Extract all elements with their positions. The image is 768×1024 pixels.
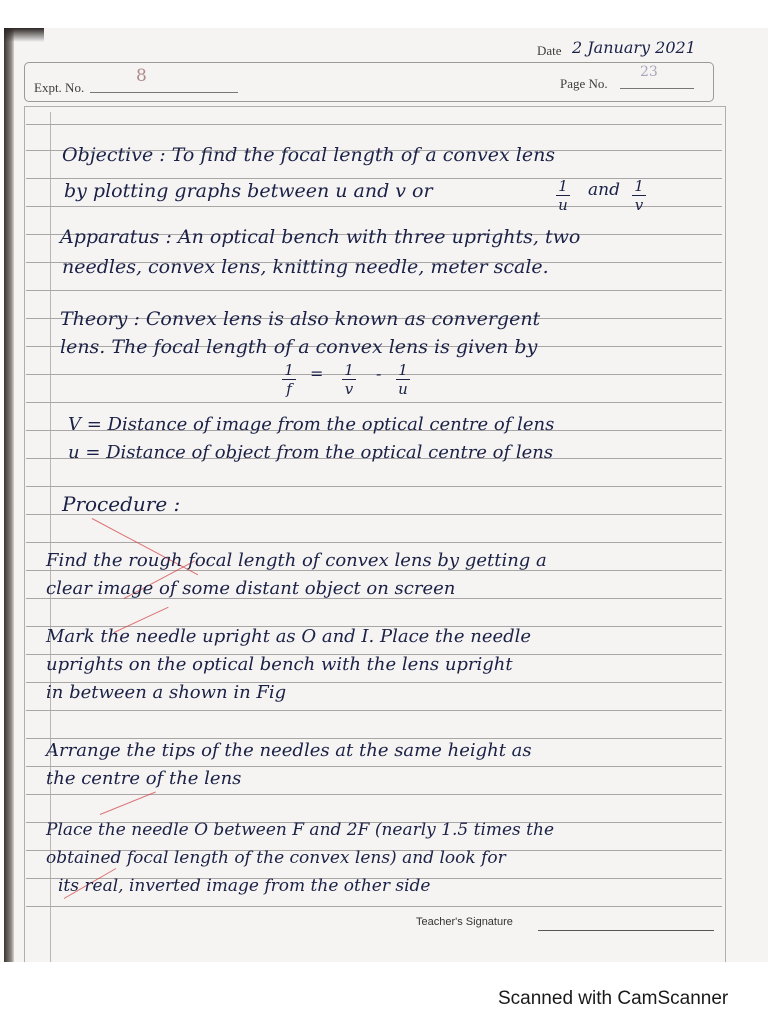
step3-line-2: the centre of the lens (46, 768, 242, 789)
expt-no-line (90, 92, 238, 93)
date-value: 2 January 2021 (572, 38, 696, 57)
step2-line-3: in between a shown in Fig (46, 682, 287, 703)
step2-line-2: uprights on the optical bench with the lens upright (46, 654, 513, 675)
definition-v: V = Distance of image from the optical centre of lens (68, 414, 555, 435)
objective-line-2: by plotting graphs between u and v or (64, 180, 433, 202)
step1-line-1: Find the rough focal length of convex lens by getting a (46, 550, 547, 571)
notebook-page (4, 28, 768, 962)
page-no-label: Page No. (560, 76, 608, 91)
objective-line-1: Objective : To find the focal length of a convex lens (62, 144, 556, 166)
formula-fraction-u: 1 u (396, 362, 410, 397)
expt-no-value: 8 (136, 66, 147, 86)
signature-line (538, 930, 714, 931)
page-binding (4, 28, 14, 962)
formula-minus: - (376, 364, 382, 383)
theory-line-2: lens. The focal length of a convex lens is given by (60, 336, 538, 358)
formula-fraction-f: 1 f (282, 362, 296, 397)
procedure-heading: Procedure : (62, 492, 181, 516)
formula-fraction-v: 1 v (342, 362, 356, 397)
step4-line-1: Place the needle O between F and 2F (nearly 1.5 times the (46, 820, 555, 840)
theory-line-1: Theory : Convex lens is also known as convergent (60, 308, 541, 330)
header-box (24, 62, 714, 102)
expt-no-label: Expt. No. (34, 80, 85, 95)
objective-fraction-v: 1 v (632, 178, 646, 213)
camscanner-watermark: Scanned with CamScanner (498, 988, 729, 1009)
step1-line-2: clear image of some distant object on screen (46, 578, 456, 599)
step4-line-3: its real, inverted image from the other side (58, 876, 431, 896)
page-no-line (620, 88, 694, 89)
step3-line-1: Arrange the tips of the needles at the same height as (46, 740, 532, 761)
apparatus-line-1: Apparatus : An optical bench with three uprights, two (60, 226, 581, 248)
date-label: Date (537, 43, 562, 58)
apparatus-line-2: needles, convex lens, knitting needle, meter scale. (62, 256, 549, 278)
page-no-value: 23 (640, 64, 658, 80)
page-shadow (4, 28, 44, 42)
teacher-signature-label: Teacher's Signature (416, 916, 513, 928)
step2-line-1: Mark the needle upright as O and I. Place the needle (46, 626, 532, 647)
objective-and: and (588, 180, 620, 200)
definition-u: u = Distance of object from the optical centre of lens (68, 442, 554, 463)
objective-fraction-u: 1 u (556, 178, 570, 213)
formula-equals: = (310, 364, 324, 383)
step4-line-2: obtained focal length of the convex lens) and look for (46, 848, 506, 868)
